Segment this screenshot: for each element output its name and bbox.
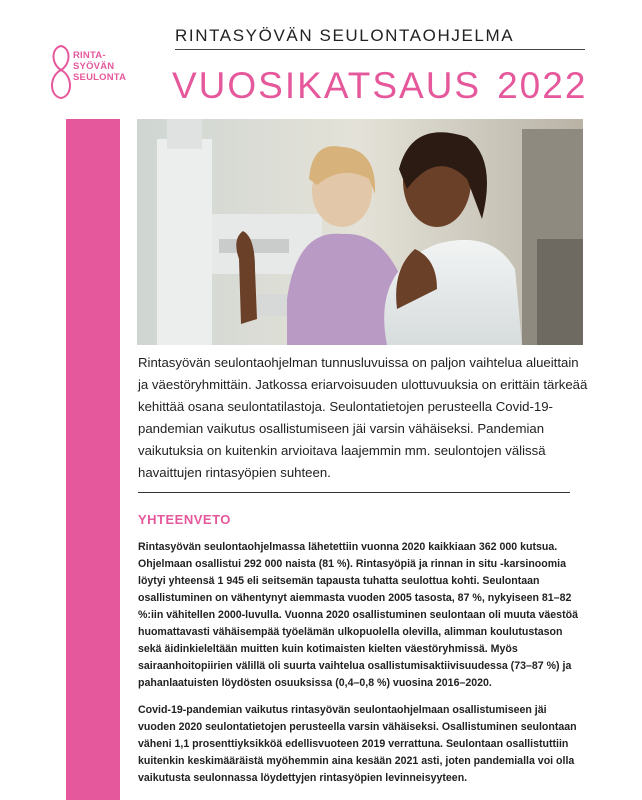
page-title-text: VUOSIKATSAUS [172,65,482,106]
logo-line-1: RINTA- [73,50,106,61]
logo-line-3: SEULONTA [73,72,127,83]
intro-paragraph: Rintasyövän seulontaohjelman tunnusluvuissa on paljon vaihtelua alueittain ja väestöryhmittäin. Jatkossa eriarvoisuuden ulottuvuuksia on erittäin tärkeää kehittää osana seulontatilastoja. Seulontatietojen perusteella Covid-19-pandemian vaikutus osallistumiseen jäi varsin vähäiseksi. Pandemian vaikutuksia on kuitenkin arvioitava laajemmin mm. seulontojen välissä havaittujen rintasyöpien suhteen. [138,355,588,480]
summary-heading: YHTEENVETO [138,512,231,527]
title-divider [175,49,585,50]
section-divider [138,492,570,493]
mammography-photo [137,119,583,345]
logo-line-2: SYÖVÄN [73,61,115,72]
program-title: RINTASYÖVÄN SEULONTAOHJELMA [175,26,515,45]
logo-text [73,50,126,83]
accent-sidebar [66,119,120,800]
page-title [172,64,587,108]
summary-paragraph-1: Rintasyövän seulontaohjelmassa lähetettiin vuonna 2020 kaikkiaan 362 000 kutsua. Ohjelmaan osallistui 292 000 naista (81 %). Rintasyöpiä ja rinnan in situ -karsinoomia löytyi yhteensä 1 945 eli seitsemän tapausta tuhatta seulottua kohti. Seulontaan osallistuminen on vähentynyt aiemmasta vuoden 2005 tasosta, 87 %, nykyiseen 81–82 %:iin vähitellen 2000-luvulla. Vuonna 2020 osallistuminen seulontaan oli muuta väestöä huomattavasti vähäisempää työelämän ulkopuolella olevilla, alimman koulutustason sekä äidinkieleltään muitten kuin kotimaisten kielten väestöryhmissä. Myös sairaanhoitopiirien välillä oli suurta vaihtelua osallistumisaktiivisuudessa (73–87 %) ja pahanlaatuisten löydösten osuuksissa (0,4–0,8 %) vuosina 2016–2020. [138,541,578,689]
page-title-year: 2022 [497,65,588,106]
summary-paragraph-2: Covid-19-pandemian vaikutus rintasyövän seulontaohjelmaan osallistumiseen jäi vuoden 2020 seulontatietojen perusteella varsin vähäiseksi. Osallistuminen seulontaan väheni 1,1 prosenttiyksikköä edellisvuoteen 2019 verrattuna. Seulontaan osallistuttiin kuitenkin keskimääräistä myöhemmin aina kesään 2021 asti, joten pandemialla voi olla vaikutusta seulonnassa löydettyjen rintasyöpien levinneisyyteen. [138,704,577,784]
logo [44,42,154,102]
